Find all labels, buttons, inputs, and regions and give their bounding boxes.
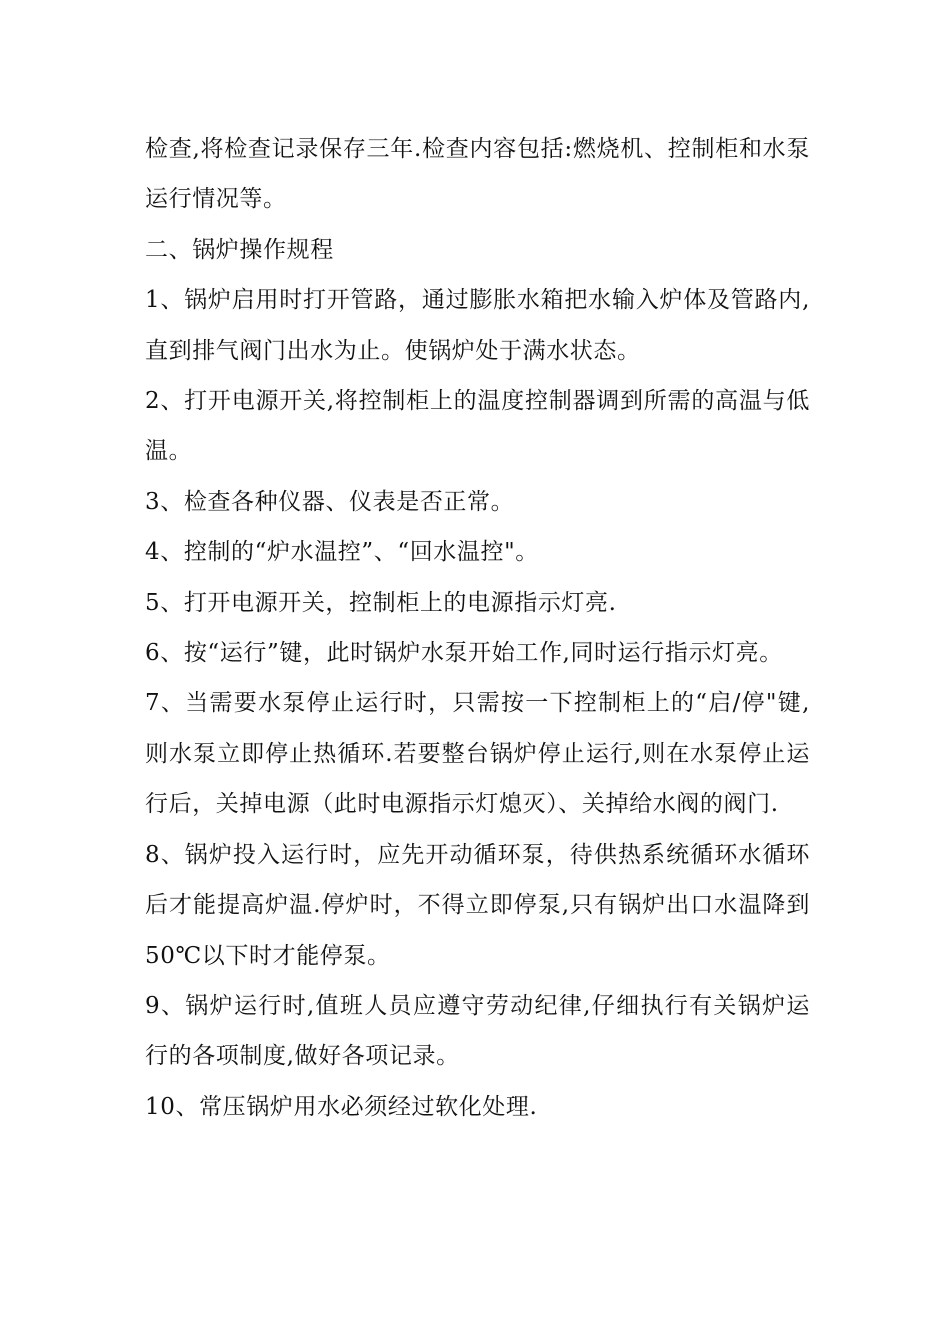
list-item-7: 7、当需要水泵停止运行时，只需按一下控制柜上的“启/停"键,则水泵立即停止热循环.若要整台锅炉停止运行,则在水泵停止运行后，关掉电源（此时电源指示灯熄灭）、关掉给水阀的阀门. (145, 690, 810, 818)
list-item-2: 2、打开电源开关,将控制柜上的温度控制器调到所需的高温与低温。 (145, 388, 810, 465)
document-body (145, 124, 810, 1132)
section-heading-operating-rules: 二、锅炉操作规程 (145, 236, 334, 263)
list-item-3: 3、检查各种仪器、仪表是否正常。 (145, 488, 515, 515)
list-item-8: 8、锅炉投入运行时，应先开动循环泵，待供热系统循环水循环后才能提高炉温.停炉时，不得立即停泵,只有锅炉出口水温降到50℃以下时才能停泵。 (145, 841, 810, 969)
list-item-10: 10、常压锅炉用水必须经过软化处理. (145, 1093, 538, 1120)
paragraph-inspection-record: 检查,将检查记录保存三年.检查内容包括:燃烧机、控制柜和水泵运行情况等。 (145, 136, 810, 213)
list-item-5: 5、打开电源开关，控制柜上的电源指示灯亮. (145, 589, 617, 616)
list-item-9: 9、锅炉运行时,值班人员应遵守劳动纪律,仔细执行有关锅炉运行的各项制度,做好各项记录。 (145, 992, 810, 1070)
list-item-4: 4、控制的“炉水温控”、“回水温控"。 (145, 539, 539, 566)
list-item-6: 6、按“运行”键，此时锅炉水泵开始工作,同时运行指示灯亮。 (145, 640, 783, 667)
list-item-1: 1、锅炉启用时打开管路，通过膨胀水箱把水输入炉体及管路内,直到排气阀门出水为止。使锅炉处于满水状态。 (145, 287, 810, 364)
